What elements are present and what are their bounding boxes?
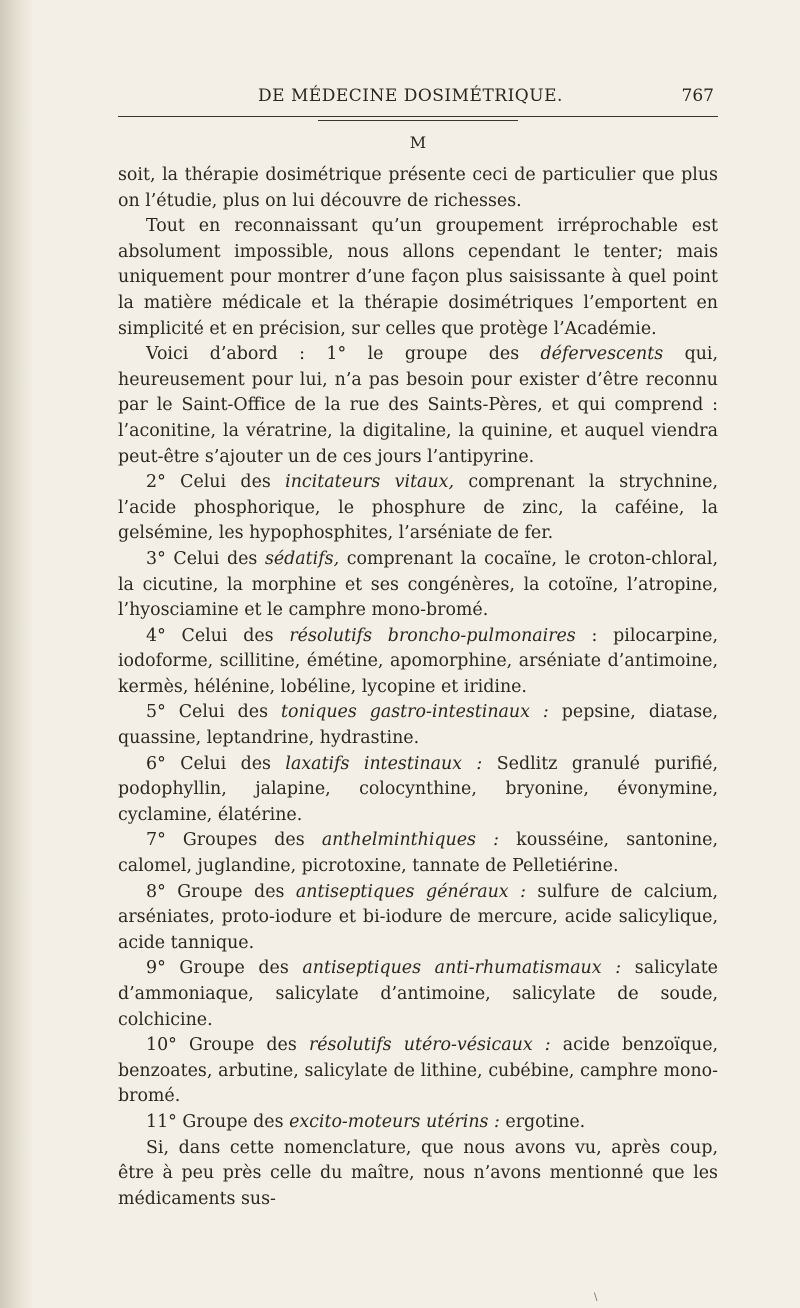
- text-run: 4° Celui des: [146, 625, 290, 646]
- page-content: [118, 86, 718, 1212]
- text-run: 2° Celui des: [146, 472, 286, 493]
- text-run: 7° Groupes des: [146, 830, 322, 851]
- italic-term: résolutifs broncho-pulmonaires: [289, 625, 576, 646]
- header-rule: [118, 116, 718, 117]
- paragraph: [118, 547, 718, 624]
- paragraph: [118, 1136, 718, 1213]
- italic-term: anthelminthiques :: [321, 830, 499, 851]
- italic-term: résolutifs utéro-vésicaux :: [308, 1035, 551, 1056]
- text-run: acide benzoïque, benzoates, arbutine, salicylate de lithine, cubébine, camphre mono-bromé.: [118, 1035, 719, 1107]
- paragraph: [118, 1033, 718, 1110]
- paragraph: [118, 163, 718, 214]
- italic-term: incitateurs vitaux,: [285, 472, 454, 493]
- text-run: kousséine, santonine, calomel, juglandine, picrotoxine, tannate de Pelletiérine.: [118, 830, 718, 877]
- text-run: 9° Groupe des: [146, 958, 303, 979]
- text-run: Si, dans cette nomenclature, que nous avons vu, après coup, être à peu près celle du maître, nous n’avons mentionné que les médicaments sus-: [118, 1137, 718, 1209]
- paragraph: [118, 828, 718, 879]
- running-title: DE MÉDECINE DOSIMÉTRIQUE.: [258, 86, 563, 106]
- text-run: soit, la thérapie dosimétrique présente ceci de particulier que plus on l’étudie, plus on lui découvre de richesses.: [118, 165, 718, 211]
- signature-mark: M: [409, 133, 427, 152]
- text-run: ergotine.: [499, 1111, 586, 1132]
- text-run: 8° Groupe des: [146, 881, 296, 902]
- paragraph: [118, 752, 718, 829]
- text-run: comprenant la strychnine, l’acide phosphorique, le phosphure de zinc, la caféine, la gelsémine, les hypophosphites, l’arséniate de fer.: [118, 472, 718, 544]
- text-run: 10° Groupe des: [146, 1035, 309, 1056]
- italic-term: excito-moteurs utérins :: [289, 1111, 500, 1132]
- italic-term: sédatifs,: [264, 548, 340, 569]
- text-run: Sedlitz granulé purifié, podophyllin, jalapine, colocynthine, bryonine, évonymine, cyclamine, élatérine.: [118, 753, 718, 825]
- paragraph: [118, 624, 718, 701]
- header-rule-short: [318, 120, 518, 121]
- text-run: salicylate d’ammoniaque, salicylate d’antimoine, salicylate de soude, colchicine.: [118, 958, 718, 1030]
- text-run: pepsine, diatase, quassine, leptandrine, hydrastine.: [118, 702, 718, 749]
- page-binding-shadow: [0, 0, 34, 1308]
- text-run: : pilocarpine, iodoforme, scillitine, émétine, apomorphine, arséniate d’antimoine, kermès, hélénine, lobéline, lycopine et iridine.: [118, 625, 719, 697]
- italic-term: toniques gastro-intestinaux :: [281, 702, 549, 723]
- paragraph: [118, 342, 718, 470]
- text-run: 6° Celui des: [146, 753, 286, 774]
- text-run: qui, heureusement pour lui, n’a pas besoin pour exister d’être reconnu par le Saint-Office de la rue des Saints-Pères, et qui comprend : l’aconitine, la vératrine, la digitaline, la quinine, et auquel viendra peut-être s’ajouter un de ces jours l’antipyrine.: [118, 344, 718, 467]
- text-run: 5° Celui des: [146, 702, 281, 723]
- text-run: sulfure de calcium, arséniates, proto-iodure et bi-iodure de mercure, acide salicylique, acide tannique.: [118, 881, 718, 953]
- paragraph: [118, 700, 718, 751]
- italic-term: défervescents: [540, 344, 664, 365]
- paragraph: [118, 470, 718, 547]
- paragraph: [118, 880, 718, 957]
- paragraph: [118, 1110, 718, 1136]
- text-run: Tout en reconnaissant qu’un groupement irréprochable est absolument impossible, nous allons cependant le tenter; mais uniquement pour montrer d’une façon plus saisissante à quel point la matière médicale et la thérapie dosimétriques l’emportent en simplicité et en précision, sur celles que protège l’Académie.: [118, 216, 718, 339]
- paragraph: [118, 214, 718, 342]
- text-run: 3° Celui des: [146, 548, 265, 569]
- text-run: Voici d’abord : 1° le groupe des: [146, 344, 541, 365]
- italic-term: antiseptiques anti-rhumatismaux :: [302, 958, 622, 979]
- paragraph: [118, 956, 718, 1033]
- italic-term: laxatifs intestinaux :: [285, 753, 483, 774]
- italic-term: antiseptiques généraux :: [295, 881, 526, 902]
- page-number: 767: [681, 86, 714, 106]
- text-run: 11° Groupe des: [146, 1111, 290, 1132]
- body-text: [118, 163, 718, 1212]
- text-run: comprenant la cocaïne, le croton-chloral, la cicutine, la morphine et ses congénères, la cotoïne, l’atropine, l’hyosciamine et le camphre mono-bromé.: [118, 548, 718, 621]
- running-header: [118, 86, 718, 114]
- margin-mark: \: [594, 1292, 598, 1303]
